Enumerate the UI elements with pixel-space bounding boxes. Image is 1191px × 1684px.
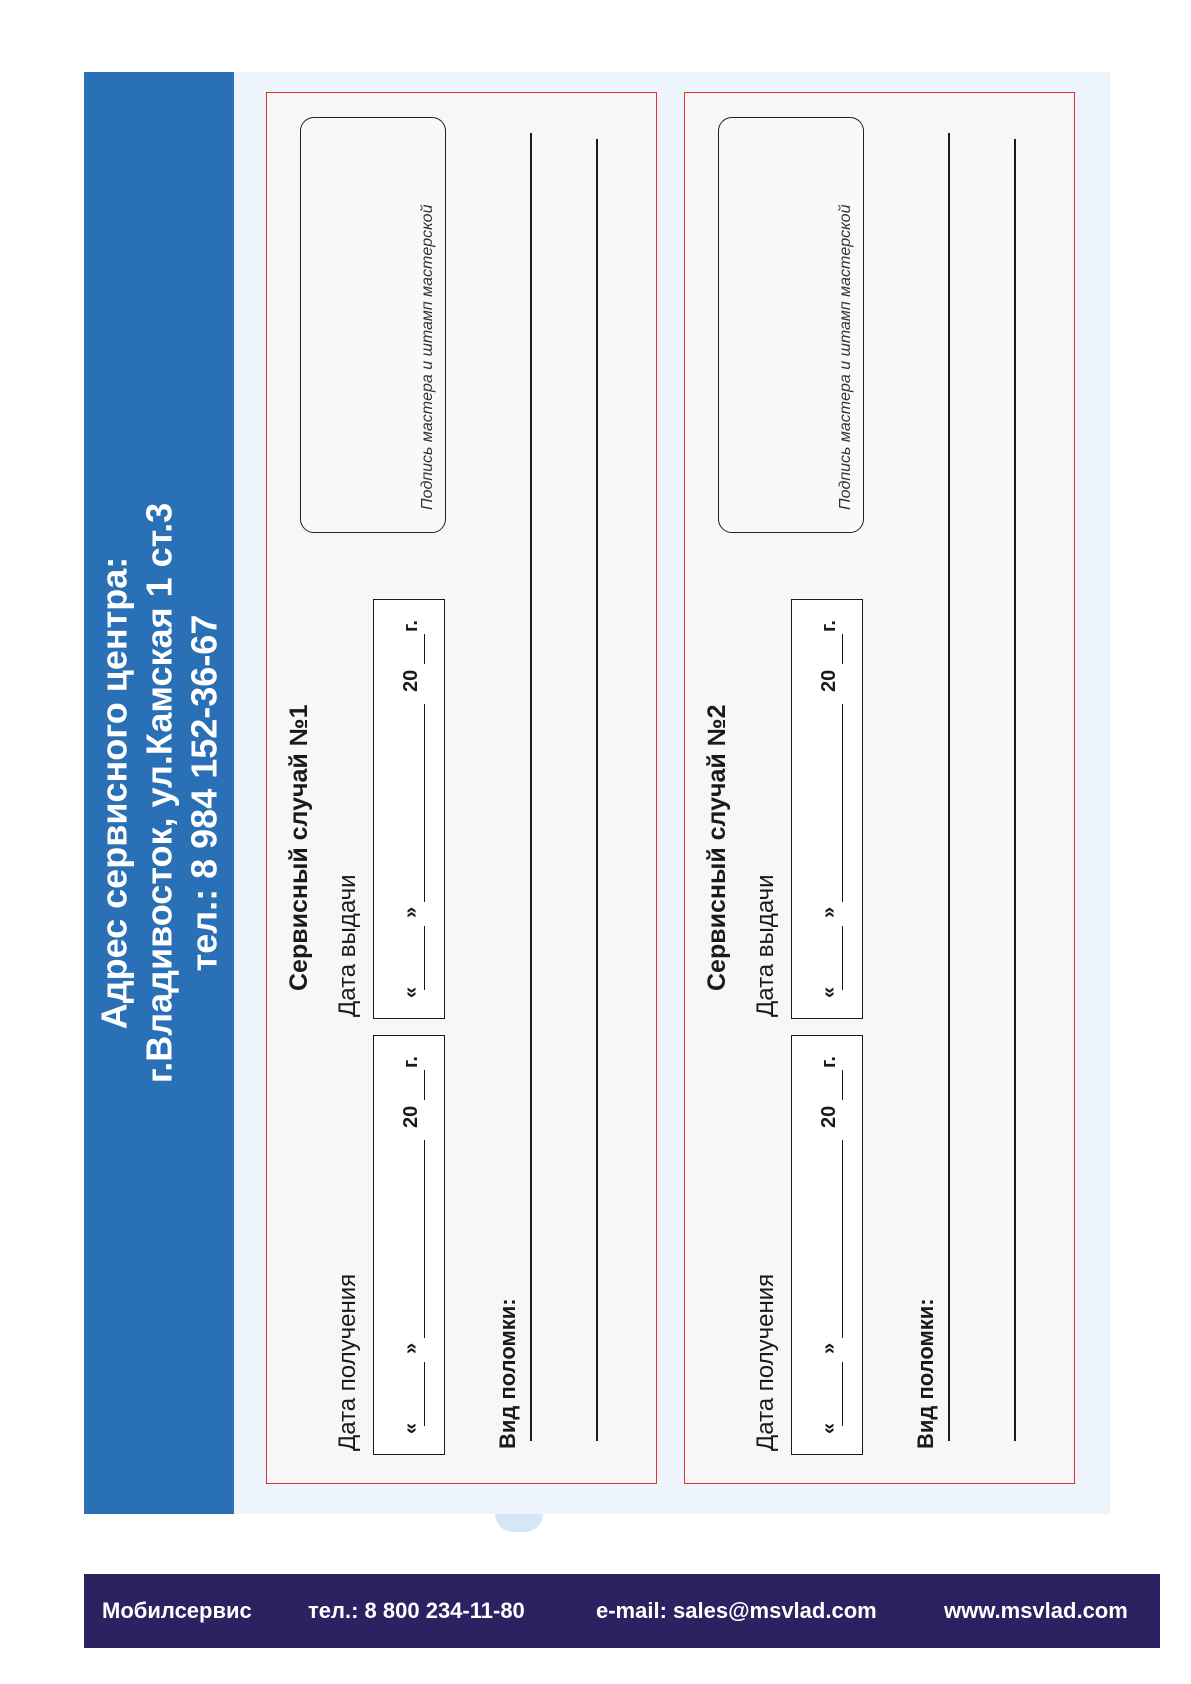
issue-date-label: Дата выдачи xyxy=(334,874,361,1017)
day-line xyxy=(424,926,425,990)
date-quote-close: » xyxy=(400,1342,422,1354)
year-line xyxy=(842,1070,843,1100)
month-line xyxy=(842,1140,843,1338)
damage-input-line-2[interactable] xyxy=(596,139,598,1441)
service-center-address xyxy=(92,143,227,1443)
damage-type-label: Вид поломки: xyxy=(913,1298,938,1449)
day-line xyxy=(842,926,843,990)
year-prefix: 20 xyxy=(400,669,422,692)
issue-date-field[interactable] xyxy=(791,599,863,1019)
address-phone: тел.: 8 984 152-36-67 xyxy=(183,614,225,972)
year-suffix: г. xyxy=(818,620,840,632)
damage-input-line-2[interactable] xyxy=(1014,139,1016,1441)
card-title: Сервисный случай №2 xyxy=(703,704,731,991)
day-line xyxy=(424,1362,425,1426)
stamp-box-label: Подпись мастера и штамп мастерской xyxy=(419,204,436,510)
year-line xyxy=(424,634,425,664)
receive-date-field[interactable] xyxy=(373,1035,445,1455)
footer-website[interactable]: www.msvlad.com xyxy=(944,1598,1128,1623)
receive-date-label: Дата получения xyxy=(334,1273,361,1451)
year-suffix: г. xyxy=(818,1056,840,1068)
year-suffix: г. xyxy=(400,1056,422,1068)
year-suffix: г. xyxy=(400,620,422,632)
issue-date-label: Дата выдачи xyxy=(752,874,779,1017)
month-line xyxy=(424,1140,425,1338)
receive-date-label: Дата получения xyxy=(752,1273,779,1451)
date-quote-close: » xyxy=(818,1342,840,1354)
decorative-shape xyxy=(495,1514,543,1532)
stamp-box-label: Подпись мастера и штамп мастерской xyxy=(837,204,854,510)
year-line xyxy=(424,1070,425,1100)
date-quote-open: « xyxy=(818,986,840,998)
footer-bar xyxy=(84,1574,1160,1648)
date-quote-open: « xyxy=(818,1422,840,1434)
year-prefix: 20 xyxy=(818,669,840,692)
receive-date-field[interactable] xyxy=(791,1035,863,1455)
date-quote-close: » xyxy=(400,906,422,918)
master-signature-stamp-box[interactable] xyxy=(718,117,864,533)
damage-input-line-1[interactable] xyxy=(530,133,532,1441)
year-prefix: 20 xyxy=(400,1105,422,1128)
damage-type-label: Вид поломки: xyxy=(495,1298,520,1449)
year-line xyxy=(842,634,843,664)
card-title: Сервисный случай №1 xyxy=(285,704,313,991)
year-prefix: 20 xyxy=(818,1105,840,1128)
month-line xyxy=(842,704,843,902)
footer-phone: тел.: 8 800 234-11-80 xyxy=(308,1598,525,1623)
damage-input-line-1[interactable] xyxy=(948,133,950,1441)
footer-email[interactable]: e-mail: sales@msvlad.com xyxy=(596,1598,877,1623)
master-signature-stamp-box[interactable] xyxy=(300,117,446,533)
address-street: г.Владивосток, ул.Камская 1 ст.3 xyxy=(138,502,180,1084)
address-heading: Адрес сервисного центра: xyxy=(93,556,135,1030)
date-quote-close: » xyxy=(818,906,840,918)
service-case-card-1 xyxy=(266,92,657,1484)
footer-company: Мобилсервис xyxy=(102,1598,252,1623)
issue-date-field[interactable] xyxy=(373,599,445,1019)
month-line xyxy=(424,704,425,902)
date-quote-open: « xyxy=(400,986,422,998)
date-quote-open: « xyxy=(400,1422,422,1434)
day-line xyxy=(842,1362,843,1426)
service-case-card-2 xyxy=(684,92,1075,1484)
